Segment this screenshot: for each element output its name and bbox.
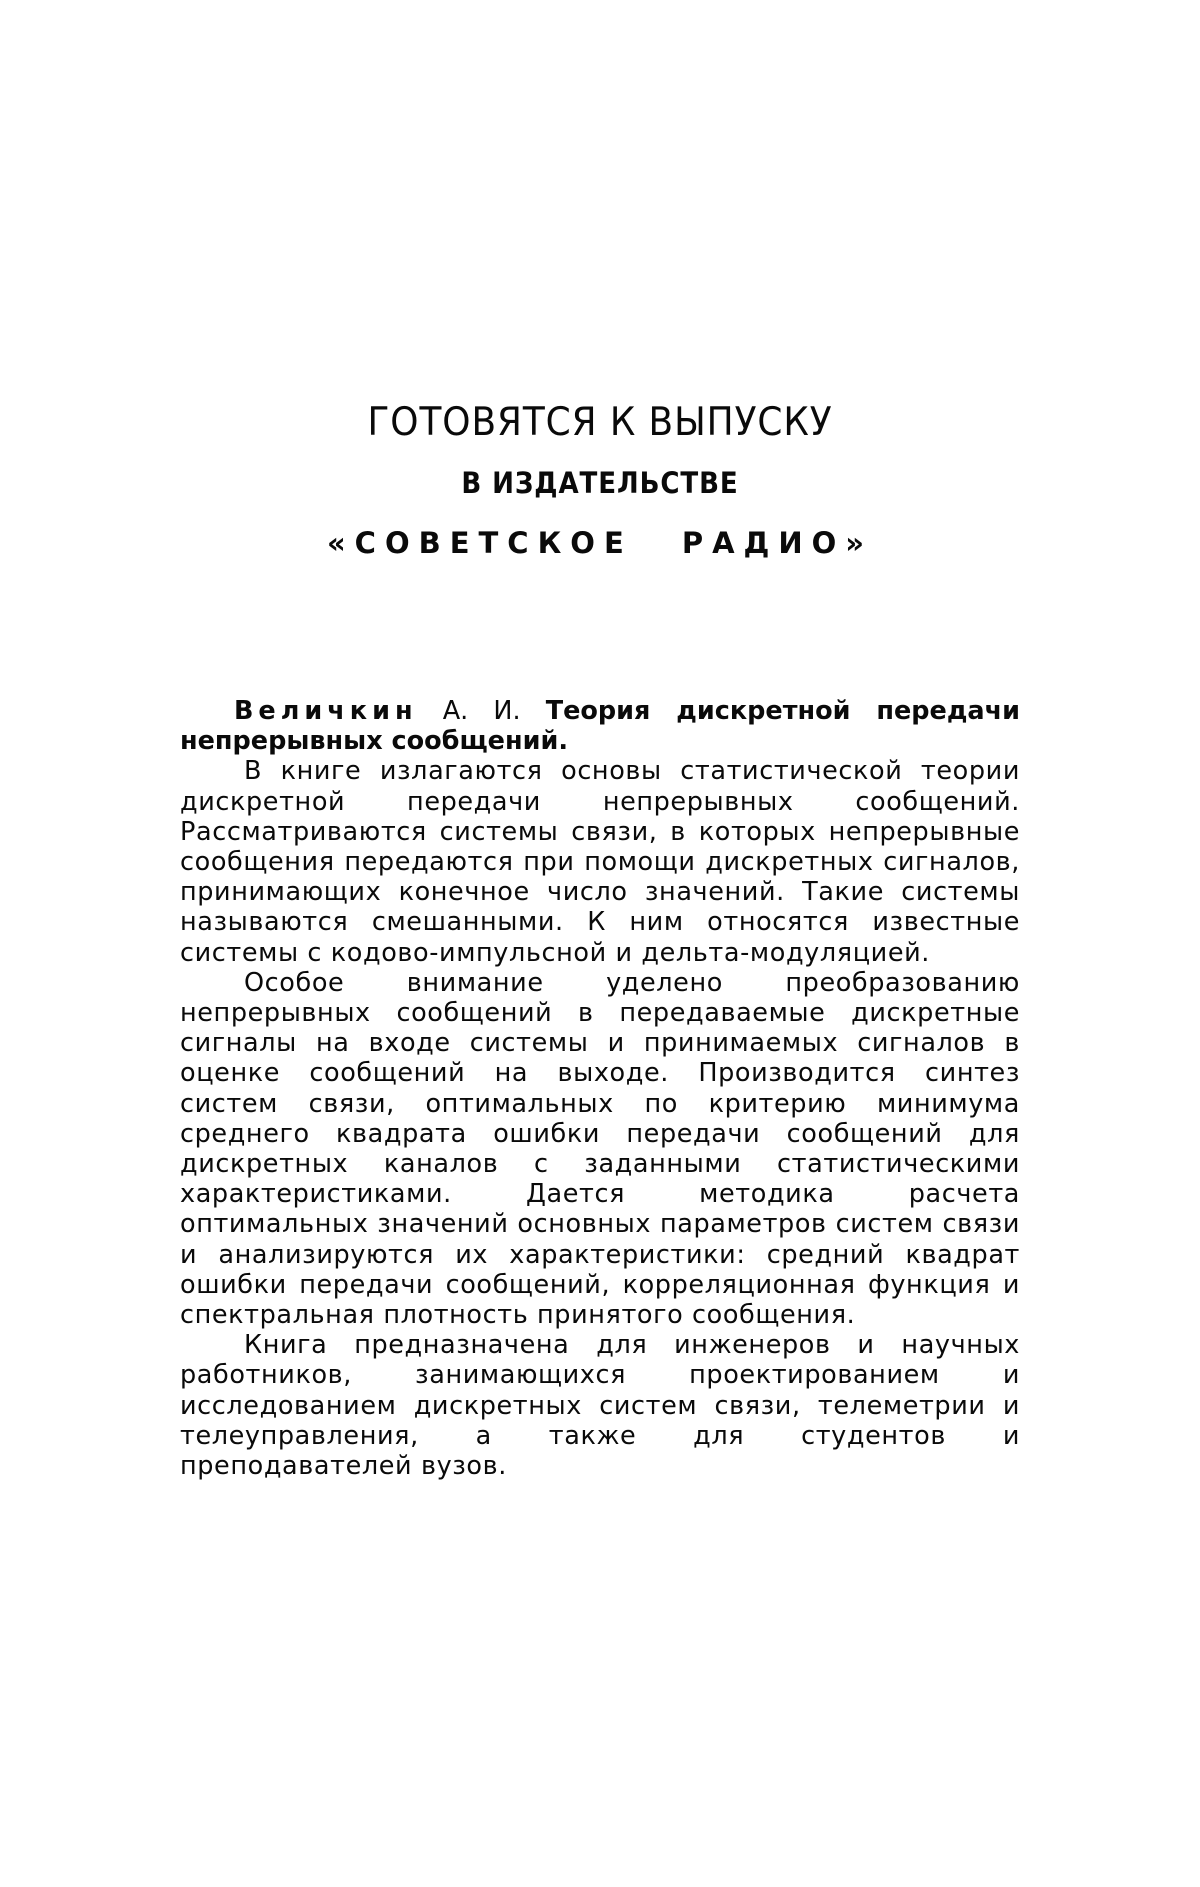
book-title: Теория дискретной передачи непрерывных сообщений. (180, 696, 1021, 757)
publisher-name: «СОВЕТСКОЕ РАДИО» (326, 526, 874, 560)
description-paragraph-2: Особое внимание уделено преобразованию непрерывных сообщений в передаваемые дискретные сигналы на входе системы и принимаемых сигналов в оценке сообщений на выходе. Производится синтез систем связи, оптимальных по критерию минимума среднего квадрата ошибки передачи сообщений для дискретных каналов с заданными статистическими характеристиками. Дается методика расчета оптимальных значений основных параметров систем связи и анализируются их характеристики: средний квадрат ошибки передачи сообщений, корреляционная функция и спектральная плотность принятого сообщения. (180, 967, 1020, 1331)
author-surname: Величкин (234, 696, 418, 726)
book-entry-heading (180, 696, 1020, 756)
announcement-heading: ГОТОВЯТСЯ К ВЫПУСКУ (367, 400, 833, 445)
publisher-intro: В ИЗДАТЕЛЬСТВЕ (461, 466, 739, 500)
description-paragraph-1: В книге излагаются основы статистической теории дискретной передачи непрерывных сообщений. Рассматриваются системы связи, в которых непрерывные сообщения передаются при помощи дискретных сигналов, принимающих конечное число значений. Такие системы называются смешанными. К ним относятся известные системы с кодово-импульсной и дельта-модуляцией. (180, 756, 1020, 968)
author-initials: А. И. (442, 696, 521, 726)
description-paragraph-3: Книга предназначена для инженеров и научных работников, занимающихся проектированием и исследованием дискретных систем связи, телеметрии и телеуправления, а также для студентов и преподавателей вузов. (180, 1330, 1020, 1482)
book-entry (180, 696, 1020, 1481)
